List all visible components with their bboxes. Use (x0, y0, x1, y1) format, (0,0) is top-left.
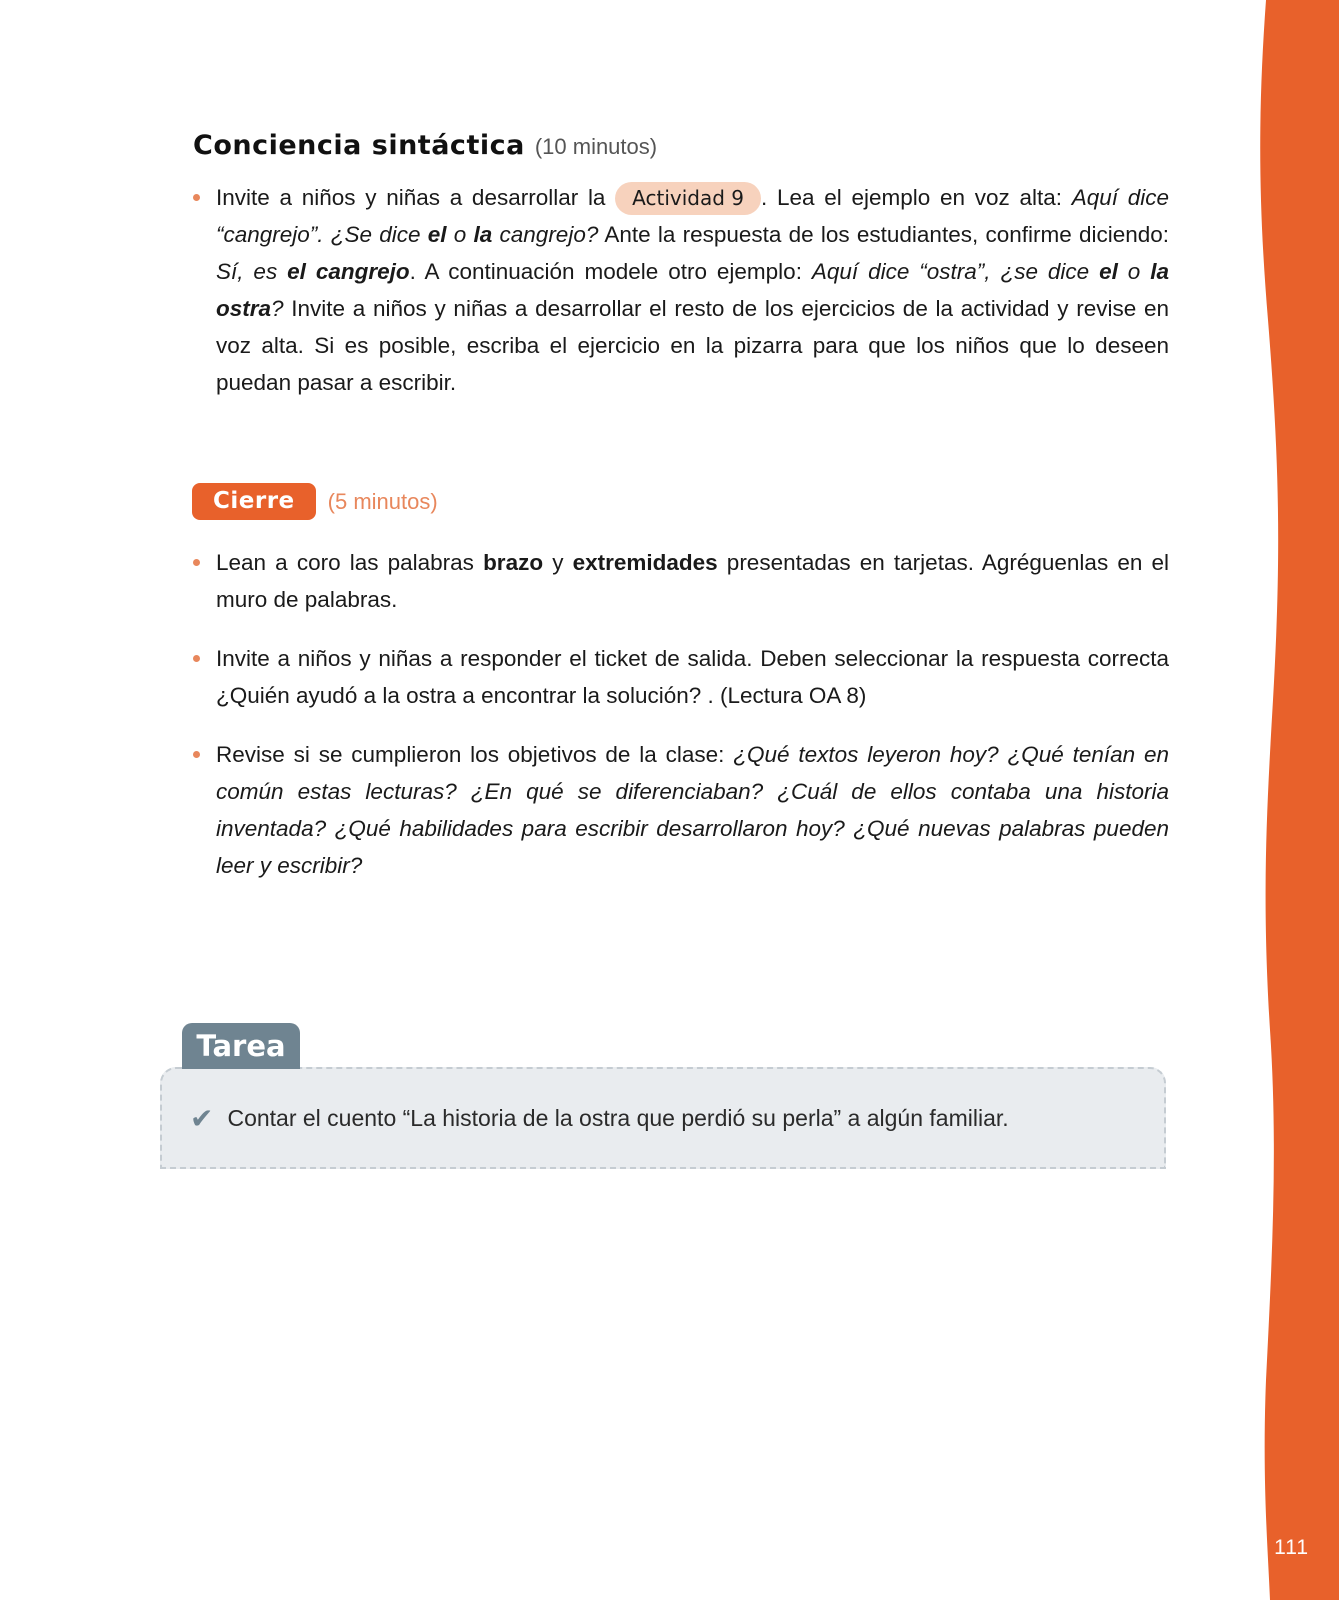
text-run: . A continuación modele otro ejemplo: (409, 259, 812, 284)
bold-word: la ostra (216, 259, 1169, 321)
section-title: Conciencia sintáctica (193, 130, 525, 161)
text-run: Lean a coro las palabras (216, 550, 484, 575)
italic-run: ? (271, 296, 284, 321)
check-icon: ✔ (190, 1102, 214, 1134)
text-run: y (543, 550, 573, 575)
bold-word: el (1099, 259, 1118, 284)
lesson-content (193, 130, 1169, 884)
italic-run: ¿Qué textos leyeron hoy? ¿Qué tenían en común estas lecturas? ¿En qué se diferenciaban? ¿Cuál de ellos contaba una historia inventada? ¿Qué habilidades para escribir desarrollaron hoy? ¿Qué nuevas palabras pueden leer y escribir? (216, 742, 1170, 878)
cierre-bullet-ticket (193, 640, 1169, 714)
cierre-bullet-words (193, 544, 1169, 618)
text-run: Ante la respuesta de los estudiantes, confirme diciendo: (598, 222, 1170, 247)
bold-word: brazo (483, 550, 544, 575)
bold-word: el (427, 222, 447, 247)
activity-badge: Actividad 9 (615, 182, 761, 215)
tarea-text: Contar el cuento “La historia de la ostra que perdió su perla” a algún familiar. (227, 1104, 1009, 1131)
activity-bullet (193, 179, 1169, 401)
text-run: Invite a niños y niñas a desarrollar el resto de los ejercicios de la actividad y revise en voz alta. Si es posible, escriba el ejercicio en la pizarra para que los niños que lo deseen puedan pasar a escribir. (216, 296, 1169, 395)
section-time: (10 minutos) (534, 134, 658, 159)
italic-run: Aquí dice “ostra”, ¿se dice (811, 259, 1100, 284)
tarea-tab: Tarea (182, 1023, 300, 1069)
italic-run: Aquí dice “cangrejo”. ¿Se dice (216, 185, 1169, 247)
cierre-bullet-review (193, 736, 1169, 884)
bold-word: extremidades (572, 550, 718, 575)
cierre-header (192, 483, 1169, 520)
text-run: Invite a niños y niñas a desarrollar la (216, 185, 616, 210)
cierre-time: (5 minutos) (327, 488, 438, 514)
section-header (193, 130, 1169, 161)
italic-run: cangrejo? (492, 222, 599, 247)
italic-run: o (1117, 259, 1151, 284)
bold-word: el cangrejo (287, 259, 410, 284)
cierre-badge: Cierre (192, 483, 316, 520)
text-run: presentadas en tarjetas. Agréguenlas en el muro de palabras. (216, 550, 1169, 612)
tarea-box (160, 1067, 1166, 1169)
text-run: . Lea el ejemplo en voz alta: (761, 185, 1072, 210)
italic-run: o (446, 222, 474, 247)
page-number: 111 (1274, 1536, 1309, 1559)
bold-word: la (473, 222, 493, 247)
text-run: Invite a niños y niñas a responder el ticket de salida. Deben seleccionar la respuesta correcta ¿Quién ayudó a la ostra a encontrar la solución? . (Lectura OA 8) (216, 646, 1169, 708)
text-run: Revise si se cumplieron los objetivos de la clase: (216, 742, 734, 767)
italic-run: Sí, es (216, 259, 288, 284)
